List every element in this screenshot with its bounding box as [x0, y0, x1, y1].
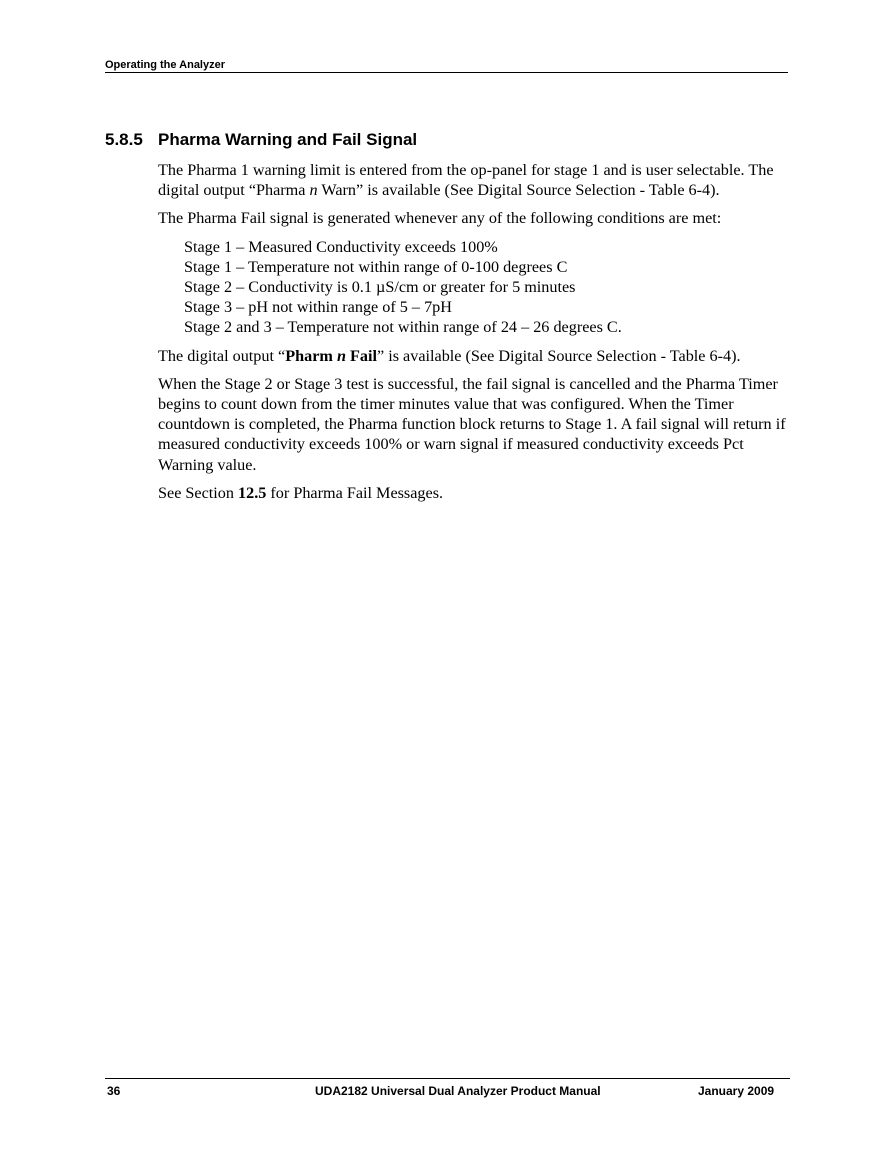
running-header: [105, 59, 788, 73]
footer-rule: [105, 1078, 790, 1079]
paragraph-fail-output: [158, 346, 790, 366]
paragraph-warning-limit: [158, 160, 790, 200]
page-number: 36: [107, 1084, 121, 1098]
footer-date: January 2009: [698, 1084, 775, 1098]
list-item: Stage 1 – Measured Conductivity exceeds 100%: [184, 237, 498, 256]
p3-bold-b: Fail: [345, 346, 377, 365]
p1-italic-n: n: [309, 181, 318, 200]
p5-text-c: for Pharma Fail Messages.: [266, 483, 444, 502]
section-body: [158, 160, 790, 511]
p5-text-a: See Section: [158, 483, 239, 502]
paragraph-fail-intro: The Pharma Fail signal is generated whenever any of the following conditions are met:: [158, 209, 722, 228]
list-item: Stage 1 – Temperature not within range of 0-100 degrees C: [184, 257, 568, 276]
p3-bold-a: Pharm: [285, 346, 337, 365]
p3-text-c: ” is available (See Digital Source Selection - Table 6-4).: [376, 346, 741, 365]
p1-text-b: Warn” is available (See Digital Source Selection - Table 6-4).: [317, 181, 720, 200]
p3-text-a: The digital output “: [158, 346, 286, 365]
footer-title: UDA2182 Universal Dual Analyzer Product Manual: [315, 1084, 601, 1098]
list-item: Stage 3 – pH not within range of 5 – 7pH: [184, 298, 452, 317]
section-title: Pharma Warning and Fail Signal: [158, 130, 418, 149]
p1-text-a: The Pharma 1 warning limit is entered from the op-panel for stage 1 and is user selectable. The digital output “Pharma: [158, 161, 774, 200]
section-heading: [105, 130, 417, 150]
section-reference: 12.5: [238, 483, 267, 502]
section-number: 5.8.5: [105, 130, 143, 149]
paragraph-timer: When the Stage 2 or Stage 3 test is successful, the fail signal is cancelled and the Pharma Timer begins to count down from the timer minutes value that was configured. When the Timer countdown is completed, the Pharma function block returns to Stage 1. A fail signal will return if measured conductivity exceeds 100% or warn signal if measured conductivity exceeds Pct Warning value.: [158, 374, 786, 474]
p3-bold-name: [285, 347, 377, 365]
list-item: Stage 2 and 3 – Temperature not within range of 24 – 26 degrees C.: [184, 318, 622, 337]
running-header-text: Operating the Analyzer: [105, 59, 226, 71]
list-item: Stage 2 – Conductivity is 0.1 µS/cm or greater for 5 minutes: [184, 278, 576, 297]
paragraph-see-section: [158, 483, 790, 503]
p3-bold-italic-n: n: [336, 346, 346, 365]
fail-conditions-list: [184, 237, 790, 338]
